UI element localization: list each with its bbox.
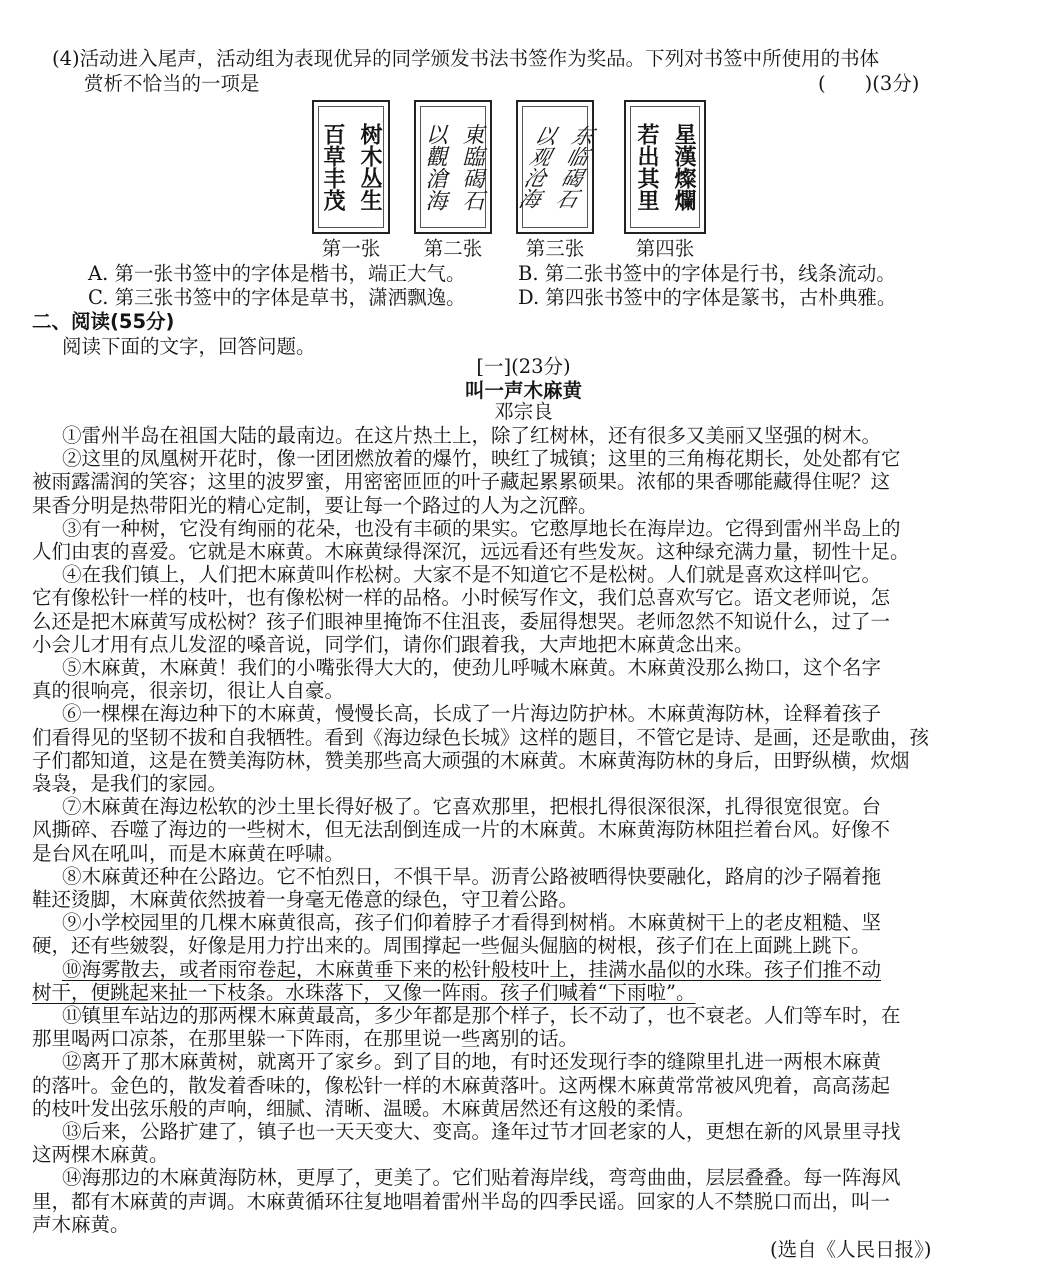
bookmark-1-col-left [318,123,347,211]
question4-line2: 赏析不恰当的一项是 [84,72,260,95]
option-c: C. 第三张书签中的字体是草书，潇洒飘逸。 [88,286,466,309]
article-line: 人们由衷的喜爱。它就是木麻黄。木麻黄绿得深沉，远远看还有些发灰。这种绿充满力量，韧性十足。 [32,540,910,563]
article-line: 这两棵木麻黄。 [32,1143,169,1167]
bookmark-4-text-left: 若出其里 [634,123,659,211]
article-line: 果香分明是热带阳光的精心定制，要让每一个路过的人为之沉醉。 [32,493,598,517]
article-title: 叫一声木麻黄 [464,379,582,402]
article-line: ②这里的凤凰树开花时，像一团团燃放着的爆竹，映红了城镇；这里的三角梅花期长，处处都有它 [62,447,901,471]
article-line: ④在我们镇上，人们把木麻黄叫作松树。大家不是不知道它不是松树。人们就是喜欢这样叫它。 [62,563,882,587]
bookmark-2-col-left [420,123,449,211]
article-line: ①雷州半岛在祖国大陆的最南边。在这片热土上，除了红树林，还有很多又美丽又坚强的树木。 [62,424,882,447]
article-line: ⑫离开了那木麻黄树，就离开了家乡。到了目的地，有时还发现行李的缝隙里扎进一两根木麻黄 [62,1050,882,1074]
section2-instruction: 阅读下面的文字，回答问题。 [62,335,316,358]
bookmark-1-col-right [355,123,384,211]
article-line: ⑬后来，公路扩建了，镇子也一天天变大、变高。逢年过节才回老家的人，更想在新的风景里寻找 [62,1120,901,1143]
bookmark-1-text-right: 树木丛生 [357,123,383,211]
article-line: 被雨露濡润的笑容；这里的波罗蜜，用密密匝匝的叶子藏起累累硕果。浓郁的果香哪能藏得住呢？这 [32,470,891,494]
article-line: 里，都有木麻黄的声调。木麻黄循环往复地唱着雷州半岛的四季民谣。回家的人不禁脱口而出，叫一 [32,1189,891,1213]
article-line: 们看得见的坚韧不拔和自我牺牲。看到《海边绿色长城》这样的题目，不管它是诗、是画，还是歌曲，孩 [32,725,930,749]
article-line: ⑤木麻黄，木麻黄！我们的小嘴张得大大的，使劲儿呼喊木麻黄。木麻黄没那么拗口，这个名字 [62,656,882,679]
article-line: 硬，还有些皴裂，好像是用力拧出来的。周围撑起一些倔头倔脑的树根，孩子们在上面跳上跳下。 [32,934,871,958]
question4-line1: (4)活动进入尾声，活动组为表现优异的同学颁发书法书签作为奖品。下列对书签中所使用的书体 [52,47,880,70]
article-line: 它有像松针一样的枝叶，也有像松树一样的品格。小时候写作文，我们总喜欢写它。语文老师说，怎 [32,586,891,610]
article-line: ⑦木麻黄在海边松软的沙土里长得好极了。它喜欢那里，把根扎得很深很深，扎得很宽很宽。台 [62,795,882,819]
bookmark-2-caption: 第二张 [423,237,483,260]
article-author: 邓宗良 [494,400,553,423]
option-d: D. 第四张书签中的字体是篆书，古朴典雅。 [518,286,897,309]
section2-heading: 二、阅读(55分) [32,310,175,333]
article-line: 小会儿才用有点儿发涩的嗓音说，同学们，请你们跟着我，大声地把木麻黄念出来。 [32,632,754,656]
bookmark-3-col-right [551,125,597,209]
article-line: 子们都知道，这是在赞美海防林，赞美那些高大顽强的木麻黄。木麻黄海防林的身后，田野纵横，炊烟 [32,748,910,772]
bookmark-4-col-left [632,123,661,211]
article-line: 袅袅，是我们的家园。 [32,772,228,795]
article-line: 鞋还烫脚，木麻黄依然披着一身毫无倦意的绿色，守卫着公路。 [32,888,579,911]
article-line: ⑪镇里车站边的那两棵木麻黄最高，多少年都是那个样子，长不动了，也不衰老。人们等车时，在 [62,1004,901,1027]
article-line: ⑥一棵棵在海边种下的木麻黄，慢慢长高，长成了一片海边防护林。木麻黄海防林，诠释着孩子 [62,702,882,726]
article-source: (选自《人民日报》) [770,1238,932,1261]
bookmark-4-caption: 第四张 [635,237,695,260]
bookmark-3-col-left [514,125,560,209]
bookmark-3-text-left: 以观沧海 [514,125,560,209]
question4-score: ( )(3分) [818,72,920,95]
bookmark-3-text-right: 东临碣石 [551,125,597,209]
bookmark-2-text-right: 東臨碣石 [459,123,484,211]
article-line: 风撕碎、吞噬了海边的一些树木，但无法刮倒连成一片的木麻黄。木麻黄海防林阻拦着台风。好像不 [32,818,891,842]
bookmark-2 [414,100,492,234]
part-one-label: [一](23分) [476,355,571,378]
article-line: 的落叶。金色的，散发着香味的，像松针一样的木麻黄落叶。这两棵木麻黄常常被风兜着，高高荡起 [32,1073,891,1097]
bookmark-1 [312,100,390,234]
article-line: 么还是把木麻黄写成松树？孩子们眼神里掩饰不住沮丧，委屈得想哭。老师忽然不知说什么，过了一 [32,609,891,633]
article-line: ③有一种树，它没有绚丽的花朵，也没有丰硕的果实。它憨厚地长在海岸边。它得到雷州半岛上的 [62,516,901,540]
article-line: ⑨小学校园里的几棵木麻黄很高，孩子们仰着脖子才看得到树梢。木麻黄树干上的老皮粗糙、坚 [62,911,882,935]
article-line: 声木麻黄。 [32,1212,130,1236]
bookmark-4 [624,100,706,234]
article-line: 是台风在吼叫，而是木麻黄在呼啸。 [32,841,345,865]
bookmark-4-text-right: 星漢燦爛 [671,123,696,211]
article-line: 真的很响亮，很亲切，很让人自豪。 [32,679,345,703]
article-line: ⑧木麻黄还种在公路边。它不怕烈日，不惧干旱。沥青公路被晒得快要融化，路肩的沙子隔着拖 [62,864,882,888]
article-line: 的枝叶发出弦乐般的声响，细腻、清晰、温暖。木麻黄居然还有这般的柔情。 [32,1096,696,1120]
bookmark-1-text-left: 百草丰茂 [320,123,346,211]
bookmark-3-caption: 第三张 [525,237,585,260]
article-line: ⑩海雾散去，或者雨帘卷起，木麻黄垂下来的松针般枝叶上，挂满水晶似的水珠。孩子们推不动 [62,957,882,981]
option-b: B. 第二张书签中的字体是行书，线条流动。 [518,262,896,285]
bookmark-4-col-right [669,123,698,211]
bookmark-2-col-right [457,123,486,211]
option-a: A. 第一张书签中的字体是楷书，端正大气。 [88,262,466,285]
bookmark-1-caption: 第一张 [321,237,381,260]
article-line: 树干，便跳起来扯一下枝条。水珠落下，又像一阵雨。孩子们喊着“下雨啦”。 [32,980,696,1004]
article-line: ⑭海那边的木麻黄海防林，更厚了，更美了。它们贴着海岸线，弯弯曲曲，层层叠叠。每一阵海风 [62,1166,901,1190]
bookmark-3 [514,100,597,234]
article-line: 那里喝两口凉茶，在那里躲一下阵雨，在那里说一些离别的话。 [32,1027,579,1051]
bookmark-2-text-left: 以觀滄海 [422,123,447,211]
